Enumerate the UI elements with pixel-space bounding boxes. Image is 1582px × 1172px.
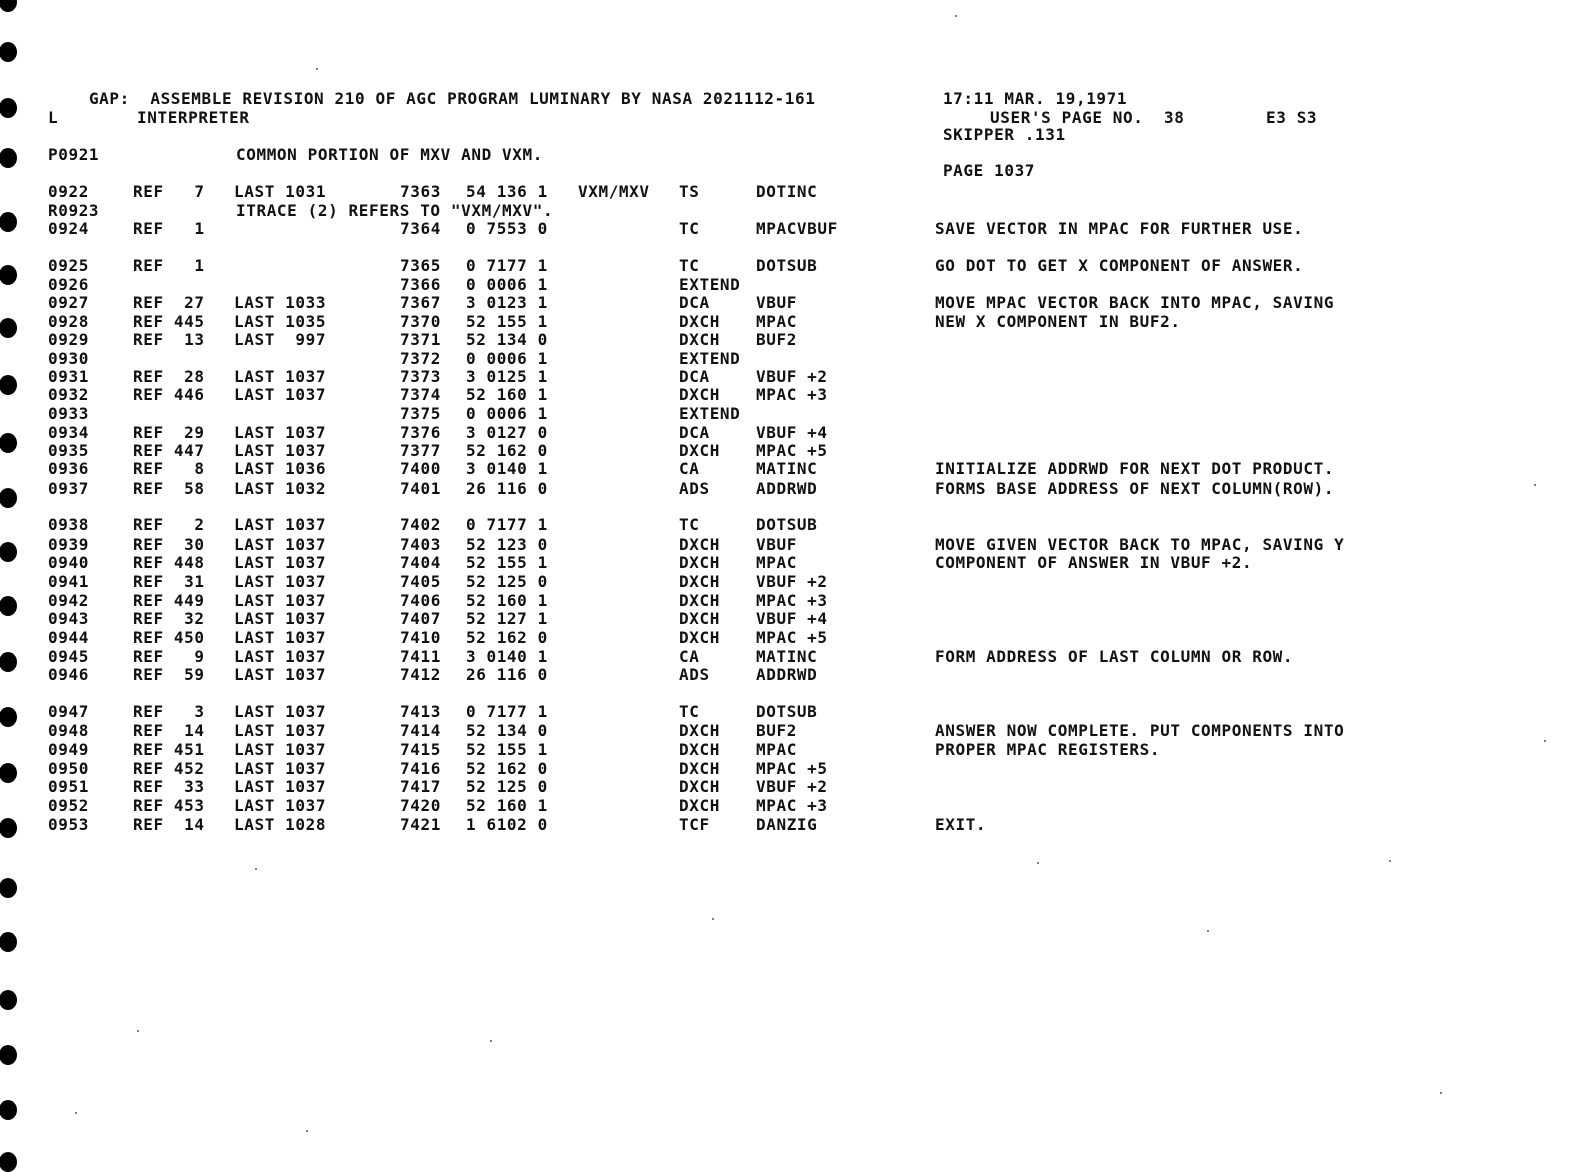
listing-last: LAST 997 <box>234 330 327 349</box>
paper-speck <box>137 1030 139 1032</box>
listing-line: 0937 <box>48 479 89 498</box>
listing-op: DCA <box>679 423 710 442</box>
listing-line: 0925 <box>48 256 89 275</box>
gap-title: GAP: ASSEMBLE REVISION 210 OF AGC PROGRAM LUMINARY BY NASA 2021112-161 <box>88 89 816 108</box>
listing-code: 3 0127 0 <box>466 423 548 442</box>
listing-last: LAST 1037 <box>234 441 327 460</box>
listing-operand: MPAC +3 <box>756 591 828 610</box>
listing-addr: 7373 <box>400 367 441 386</box>
listing-operand: ADDRWD <box>756 479 818 498</box>
feed-hole <box>0 932 17 952</box>
listing-operand: MPAC +5 <box>756 759 828 778</box>
feed-hole <box>0 148 17 168</box>
listing-code: 52 160 1 <box>466 796 548 815</box>
listing-ref: REF 59 <box>133 665 205 684</box>
listing-last: LAST 1037 <box>234 796 327 815</box>
listing-code: 3 0123 1 <box>466 293 548 312</box>
listing-op: EXTEND <box>679 275 741 294</box>
listing-label: VXM/MXV <box>578 182 650 201</box>
listing-op: TC <box>679 702 700 721</box>
section-letter: L <box>48 108 59 127</box>
skipper-version: SKIPPER .131 <box>942 125 1066 144</box>
listing-ref: REF 452 <box>133 759 205 778</box>
listing-ref: REF 450 <box>133 628 205 647</box>
listing-operand: ADDRWD <box>756 665 818 684</box>
listing-ref: REF 33 <box>133 777 205 796</box>
listing-line: 0931 <box>48 367 89 386</box>
listing-operand: DANZIG <box>756 815 818 834</box>
feed-hole <box>0 1152 17 1172</box>
listing-addr: 7404 <box>400 553 441 572</box>
listing-comment: COMPONENT OF ANSWER IN VBUF +2. <box>935 553 1253 572</box>
listing-line: 0949 <box>48 740 89 759</box>
listing-operand: MPAC +5 <box>756 628 828 647</box>
listing-addr: 7366 <box>400 275 441 294</box>
feed-hole <box>0 990 17 1010</box>
listing-ref: REF 30 <box>133 535 205 554</box>
listing-ref: REF 3 <box>133 702 205 721</box>
listing-op: ADS <box>679 665 710 684</box>
listing-last: LAST 1032 <box>234 479 327 498</box>
listing-line: 0929 <box>48 330 89 349</box>
listing-last: LAST 1037 <box>234 702 327 721</box>
listing-addr: 7377 <box>400 441 441 460</box>
listing-last: LAST 1037 <box>234 721 327 740</box>
listing-ref: REF 31 <box>133 572 205 591</box>
feed-hole <box>0 212 17 232</box>
listing-ref: REF 448 <box>133 553 205 572</box>
listing-operand: MATINC <box>756 647 818 666</box>
listing-addr: 7367 <box>400 293 441 312</box>
listing-last: LAST 1037 <box>234 572 327 591</box>
listing-line: 0926 <box>48 275 89 294</box>
feed-hole <box>0 433 17 453</box>
feed-hole <box>0 98 17 118</box>
listing-op: TCF <box>679 815 710 834</box>
listing-last: LAST 1037 <box>234 740 327 759</box>
listing-code: 0 7553 0 <box>466 219 548 238</box>
listing-line: 0943 <box>48 609 89 628</box>
listing-op: TC <box>679 515 700 534</box>
listing-operand: MPAC <box>756 553 797 572</box>
listing-op: TC <box>679 256 700 275</box>
listing-line: 0936 <box>48 459 89 478</box>
listing-line: 0928 <box>48 312 89 331</box>
listing-op: ADS <box>679 479 710 498</box>
paper-speck <box>712 918 714 920</box>
listing-line: 0924 <box>48 219 89 238</box>
listing-ref: REF 1 <box>133 256 205 275</box>
listing-code: 52 162 0 <box>466 441 548 460</box>
listing-code: 26 116 0 <box>466 665 548 684</box>
paper-speck <box>306 1130 308 1132</box>
listing-code: 52 127 1 <box>466 609 548 628</box>
listing-addr: 7401 <box>400 479 441 498</box>
listing-ref: REF 27 <box>133 293 205 312</box>
listing-ref: REF 14 <box>133 815 205 834</box>
listing-operand: VBUF +2 <box>756 777 828 796</box>
listing-op: DXCH <box>679 553 720 572</box>
listing-last: LAST 1037 <box>234 609 327 628</box>
listing-addr: 7376 <box>400 423 441 442</box>
listing-addr: 7416 <box>400 759 441 778</box>
listing-operand: BUF2 <box>756 721 797 740</box>
listing-ref: REF 446 <box>133 385 205 404</box>
listing-op: DXCH <box>679 441 720 460</box>
listing-ref: REF 8 <box>133 459 205 478</box>
listing-line: P0921 <box>48 145 100 164</box>
listing-last: LAST 1035 <box>234 312 327 331</box>
listing-last: LAST 1037 <box>234 777 327 796</box>
listing-op: DXCH <box>679 385 720 404</box>
listing-comment: MOVE GIVEN VECTOR BACK TO MPAC, SAVING Y <box>935 535 1345 554</box>
listing-addr: 7421 <box>400 815 441 834</box>
listing-operand: DOTSUB <box>756 702 818 721</box>
listing-ref: REF 2 <box>133 515 205 534</box>
listing-line: 0952 <box>48 796 89 815</box>
listing-addr: 7405 <box>400 572 441 591</box>
listing-code: 1 6102 0 <box>466 815 548 834</box>
listing-last: LAST 1037 <box>234 591 327 610</box>
listing-addr: 7415 <box>400 740 441 759</box>
listing-code: 0 7177 1 <box>466 256 548 275</box>
listing-last: LAST 1037 <box>234 553 327 572</box>
paper-speck <box>255 868 257 870</box>
listing-line: 0932 <box>48 385 89 404</box>
sheet-code: E3 S3 <box>1266 108 1318 127</box>
listing-operand: BUF2 <box>756 330 797 349</box>
listing-op: DXCH <box>679 628 720 647</box>
listing-op: TC <box>679 219 700 238</box>
listing-last: LAST 1037 <box>234 423 327 442</box>
listing-operand: DOTINC <box>756 182 818 201</box>
listing-ref: REF 14 <box>133 721 205 740</box>
feed-hole <box>0 652 17 672</box>
listing-code: 0 7177 1 <box>466 515 548 534</box>
listing-operand: VBUF +2 <box>756 367 828 386</box>
listing-addr: 7417 <box>400 777 441 796</box>
listing-addr: 7410 <box>400 628 441 647</box>
run-info <box>902 72 1127 198</box>
listing-ref: REF 7 <box>133 182 205 201</box>
listing-operand: DOTSUB <box>756 256 818 275</box>
listing-last: LAST 1037 <box>234 665 327 684</box>
paper-speck <box>1207 930 1209 932</box>
listing-operand: MPAC +3 <box>756 385 828 404</box>
listing-comment: GO DOT TO GET X COMPONENT OF ANSWER. <box>935 256 1304 275</box>
listing-comment: PROPER MPAC REGISTERS. <box>935 740 1161 759</box>
listing-code: 52 162 0 <box>466 759 548 778</box>
listing-op: EXTEND <box>679 404 741 423</box>
listing-addr: 7363 <box>400 182 441 201</box>
listing-code: 3 0140 1 <box>466 459 548 478</box>
listing-code: 52 123 0 <box>466 535 548 554</box>
listing-addr: 7375 <box>400 404 441 423</box>
feed-hole <box>0 542 17 562</box>
listing-last: LAST 1037 <box>234 759 327 778</box>
listing-operand: MATINC <box>756 459 818 478</box>
feed-hole <box>0 488 17 508</box>
feed-hole <box>0 0 17 12</box>
listing-ref: REF 445 <box>133 312 205 331</box>
listing-comment: SAVE VECTOR IN MPAC FOR FURTHER USE. <box>935 219 1304 238</box>
paper-speck <box>1544 740 1546 742</box>
listing-operand: MPAC +5 <box>756 441 828 460</box>
listing-op: CA <box>679 459 700 478</box>
listing-code: 54 136 1 <box>466 182 548 201</box>
listing-line: 0951 <box>48 777 89 796</box>
listing-code: 0 0006 1 <box>466 275 548 294</box>
listing-last: LAST 1037 <box>234 367 327 386</box>
feed-hole <box>0 707 17 727</box>
listing-comment: FORMS BASE ADDRESS OF NEXT COLUMN(ROW). <box>935 479 1335 498</box>
listing-code: 52 160 1 <box>466 385 548 404</box>
listing-comment: ANSWER NOW COMPLETE. PUT COMPONENTS INTO <box>935 721 1345 740</box>
listing-code: 52 160 1 <box>466 591 548 610</box>
feed-hole <box>0 1045 17 1065</box>
listing-line: 0944 <box>48 628 89 647</box>
listing-last: LAST 1036 <box>234 459 327 478</box>
listing-code: 3 0140 1 <box>466 647 548 666</box>
listing-code: 52 134 0 <box>466 330 548 349</box>
listing-op: CA <box>679 647 700 666</box>
listing-op: DCA <box>679 293 710 312</box>
feed-hole <box>0 265 17 285</box>
listing-last: LAST 1031 <box>234 182 327 201</box>
listing-line: R0923 <box>48 201 100 220</box>
listing-line: 0938 <box>48 515 89 534</box>
listing-line: 0945 <box>48 647 89 666</box>
listing-addr: 7372 <box>400 349 441 368</box>
listing-code: 3 0125 1 <box>466 367 548 386</box>
listing-addr: 7365 <box>400 256 441 275</box>
listing-addr: 7414 <box>400 721 441 740</box>
listing-op: DXCH <box>679 609 720 628</box>
listing-ref: REF 32 <box>133 609 205 628</box>
listing-comment: FORM ADDRESS OF LAST COLUMN OR ROW. <box>935 647 1294 666</box>
feed-hole <box>0 763 17 783</box>
page-number: PAGE 1037 <box>942 161 1036 180</box>
listing-op: EXTEND <box>679 349 741 368</box>
listing-operand: VBUF <box>756 293 797 312</box>
listing-operand: VBUF <box>756 535 797 554</box>
listing-addr: 7413 <box>400 702 441 721</box>
listing-operand: DOTSUB <box>756 515 818 534</box>
listing-op: TS <box>679 182 700 201</box>
listing-last: LAST 1037 <box>234 535 327 554</box>
listing-ref: REF 447 <box>133 441 205 460</box>
listing-code: 52 125 0 <box>466 572 548 591</box>
listing-op: DXCH <box>679 777 720 796</box>
listing-addr: 7420 <box>400 796 441 815</box>
listing-addr: 7364 <box>400 219 441 238</box>
listing-comment: MOVE MPAC VECTOR BACK INTO MPAC, SAVING <box>935 293 1335 312</box>
listing-line: 0946 <box>48 665 89 684</box>
listing-ref: REF 58 <box>133 479 205 498</box>
paper-speck <box>955 15 957 17</box>
listing-addr: 7370 <box>400 312 441 331</box>
listing-ref: REF 28 <box>133 367 205 386</box>
paper-speck <box>1389 860 1391 862</box>
listing-line: 0941 <box>48 572 89 591</box>
listing-line: 0934 <box>48 423 89 442</box>
listing-last: LAST 1033 <box>234 293 327 312</box>
listing-operand: VBUF +4 <box>756 609 828 628</box>
listing-line: 0930 <box>48 349 89 368</box>
listing-addr: 7402 <box>400 515 441 534</box>
listing-operand: VBUF +4 <box>756 423 828 442</box>
listing-operand: MPACVBUF <box>756 219 838 238</box>
listing-addr: 7407 <box>400 609 441 628</box>
listing-line: 0947 <box>48 702 89 721</box>
listing-addr: 7374 <box>400 385 441 404</box>
listing-code: 52 134 0 <box>466 721 548 740</box>
user-page-number: USER'S PAGE NO. 38 <box>990 108 1185 127</box>
listing-ref: REF 29 <box>133 423 205 442</box>
listing-line: 0927 <box>48 293 89 312</box>
listing-addr: 7412 <box>400 665 441 684</box>
listing-code: 52 155 1 <box>466 740 548 759</box>
listing-last: LAST 1037 <box>234 515 327 534</box>
tractor-feed-holes <box>0 0 16 1167</box>
listing-addr: 7411 <box>400 647 441 666</box>
listing-comment: INITIALIZE ADDRWD FOR NEXT DOT PRODUCT. <box>935 459 1335 478</box>
listing-op: DXCH <box>679 591 720 610</box>
listing-addr: ITRACE (2) REFERS TO "VXM/MXV". <box>236 201 554 220</box>
listing-operand: MPAC +3 <box>756 796 828 815</box>
listing-last: LAST 1028 <box>234 815 327 834</box>
listing-operand: MPAC <box>756 740 797 759</box>
paper-speck <box>490 1040 492 1042</box>
listing-ref: REF 451 <box>133 740 205 759</box>
listing-line: 0940 <box>48 553 89 572</box>
paper-speck <box>316 68 318 70</box>
listing-op: DXCH <box>679 740 720 759</box>
listing-addr: 7406 <box>400 591 441 610</box>
listing-line: 0950 <box>48 759 89 778</box>
listing-op: DXCH <box>679 312 720 331</box>
listing-line: 0935 <box>48 441 89 460</box>
feed-hole <box>0 42 17 62</box>
listing-line: 0942 <box>48 591 89 610</box>
listing-ref: REF 449 <box>133 591 205 610</box>
listing-ref: REF 9 <box>133 647 205 666</box>
listing-op: DXCH <box>679 796 720 815</box>
listing-line: 0933 <box>48 404 89 423</box>
section-name: INTERPRETER <box>137 108 250 127</box>
listing-comment: EXIT. <box>935 815 987 834</box>
listing-last: LAST 1037 <box>234 385 327 404</box>
listing-ref: REF 13 <box>133 330 205 349</box>
listing-ref: REF 453 <box>133 796 205 815</box>
listing-code: 0 0006 1 <box>466 349 548 368</box>
feed-hole <box>0 596 17 616</box>
listing-code: 52 162 0 <box>466 628 548 647</box>
listing-op: DXCH <box>679 330 720 349</box>
listing-line: 0939 <box>48 535 89 554</box>
listing-code: 26 116 0 <box>466 479 548 498</box>
listing-code: 52 125 0 <box>466 777 548 796</box>
listing-ref: REF 1 <box>133 219 205 238</box>
paper-speck <box>75 1112 77 1114</box>
feed-hole <box>0 878 17 898</box>
listing-operand: MPAC <box>756 312 797 331</box>
listing-op: DXCH <box>679 572 720 591</box>
listing-addr: 7400 <box>400 459 441 478</box>
listing-operand: VBUF +2 <box>756 572 828 591</box>
listing-addr: 7371 <box>400 330 441 349</box>
listing-op: DCA <box>679 367 710 386</box>
listing-comment: NEW X COMPONENT IN BUF2. <box>935 312 1181 331</box>
paper-speck <box>1534 484 1536 486</box>
feed-hole <box>0 375 17 395</box>
listing-code: 52 155 1 <box>466 553 548 572</box>
listing-last: LAST 1037 <box>234 647 327 666</box>
feed-hole <box>0 318 17 338</box>
listing-code: 52 155 1 <box>466 312 548 331</box>
feed-hole <box>0 1100 17 1120</box>
listing-addr: 7403 <box>400 535 441 554</box>
listing-op: DXCH <box>679 721 720 740</box>
listing-addr: COMMON PORTION OF MXV AND VXM. <box>236 145 543 164</box>
paper-speck <box>1440 1092 1442 1094</box>
listing-line: 0922 <box>48 182 89 201</box>
listing-line: 0948 <box>48 721 89 740</box>
listing-code: 0 0006 1 <box>466 404 548 423</box>
run-timestamp: 17:11 MAR. 19,1971 <box>942 89 1128 108</box>
paper-speck <box>1037 862 1039 864</box>
listing-last: LAST 1037 <box>234 628 327 647</box>
feed-hole <box>0 818 17 838</box>
listing-op: DXCH <box>679 535 720 554</box>
listing-code: 0 7177 1 <box>466 702 548 721</box>
listing-line: 0953 <box>48 815 89 834</box>
listing-op: DXCH <box>679 759 720 778</box>
